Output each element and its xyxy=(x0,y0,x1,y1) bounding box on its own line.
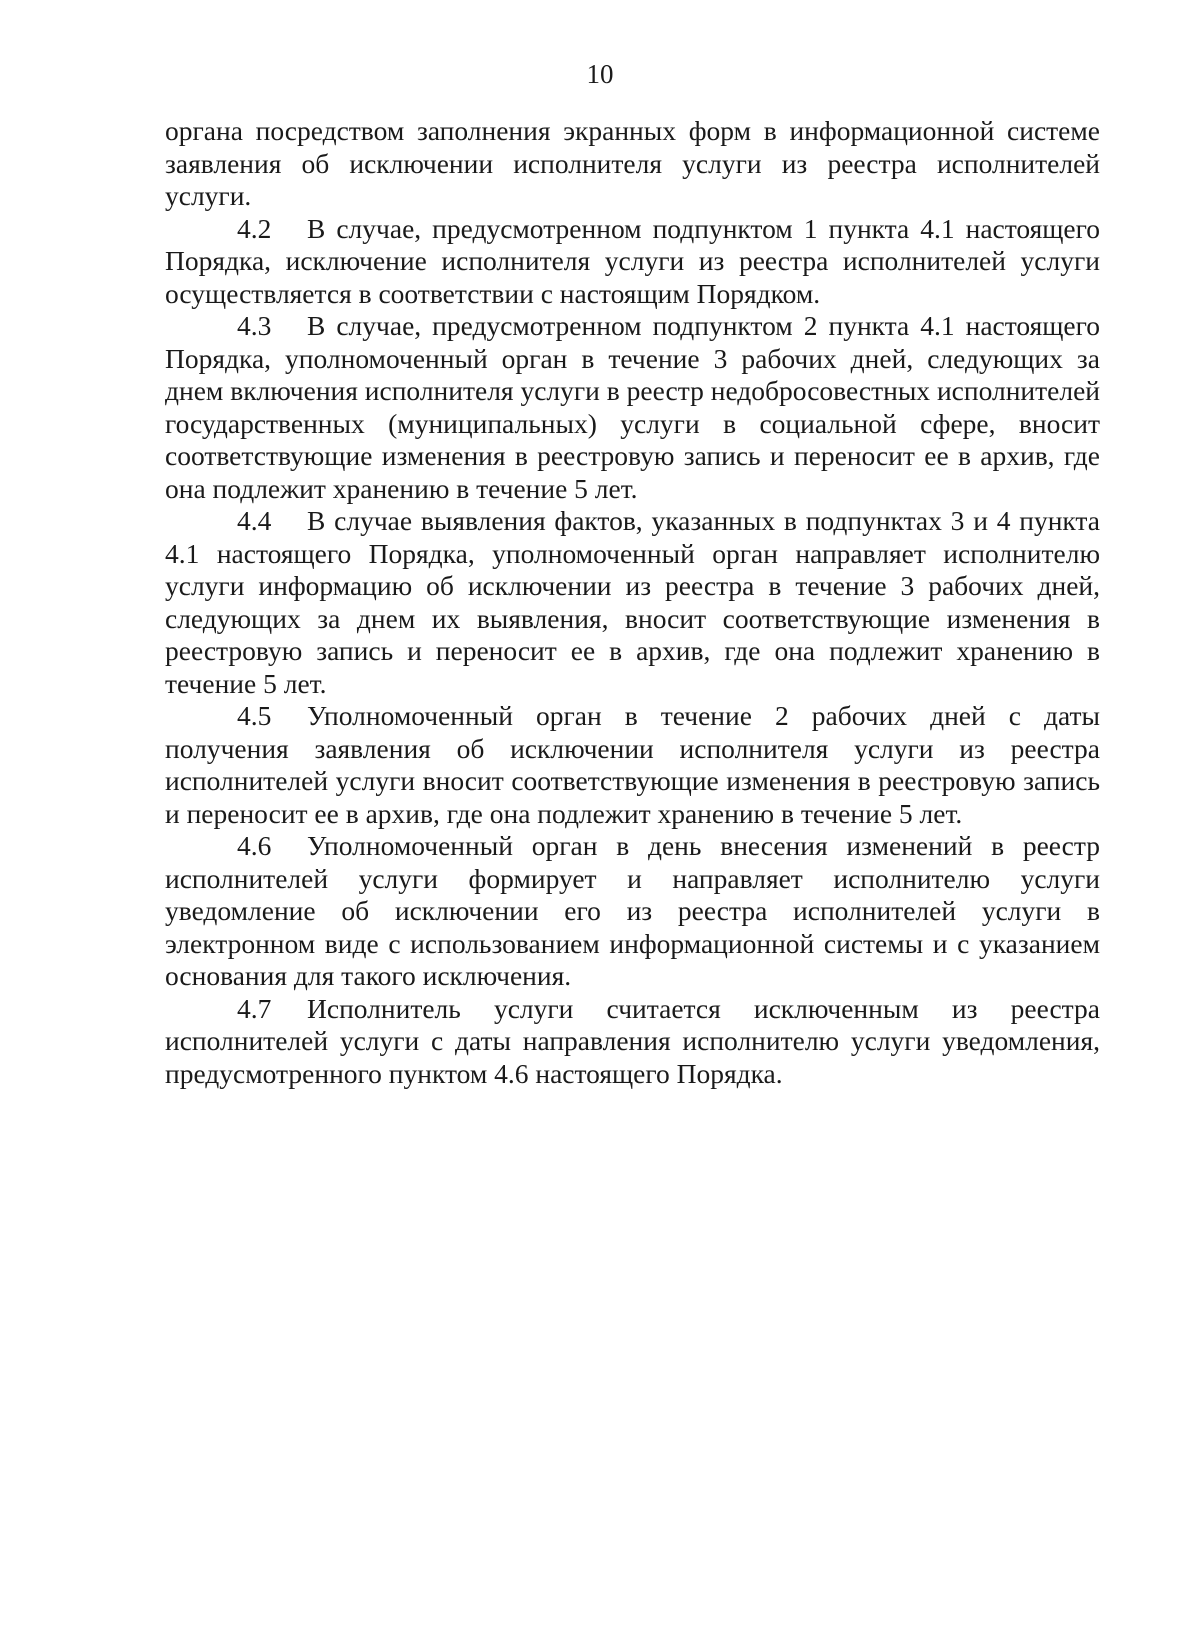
paragraph-text: В случае выявления фактов, указанных в подпунктах 3 и 4 пункта 4.1 настоящего Порядка, уполномоченный орган направляет исполнителю услуги информацию об исключении из реестра в течение 3 рабочих дней, следующих за днем их выявления, вносит соответствующие изменения в реестровую запись и переносит ее в архив, где она подлежит хранению в течение 5 лет. xyxy=(165,505,1100,699)
paragraph-4-7 xyxy=(165,993,1100,1091)
paragraph-text: органа посредством заполнения экранных форм в информационной системе заявления об исключении исполнителя услуги из реестра исполнителей услуги. xyxy=(165,115,1100,211)
paragraph-4-4 xyxy=(165,505,1100,700)
paragraph-number: 4.7 xyxy=(237,992,272,1024)
paragraph-number: 4.6 xyxy=(237,830,272,861)
paragraph-text: Исполнитель услуги считается исключенным из реестра исполнителей услуги с даты направления исполнителю услуги уведомления, предусмотренного пунктом 4.6 настоящего Порядка. xyxy=(165,992,1100,1089)
paragraph-number: 4.5 xyxy=(237,700,272,731)
page-number: 10 xyxy=(586,59,614,89)
paragraph-4-6 xyxy=(165,830,1100,993)
paragraph-4-2 xyxy=(165,213,1100,311)
paragraph-text: Уполномоченный орган в течение 2 рабочих дней с даты получения заявления об исключении исполнителя услуги из реестра исполнителей услуги вносит соответствующие изменения в реестровую запись и переносит ее в архив, где она подлежит хранению в течение 5 лет. xyxy=(165,700,1100,829)
document-body xyxy=(165,115,1100,1090)
paragraph-continuation xyxy=(165,115,1100,213)
paragraph-number: 4.2 xyxy=(237,212,272,244)
paragraph-number: 4.3 xyxy=(237,310,272,341)
paragraph-4-5 xyxy=(165,700,1100,830)
paragraph-text: В случае, предусмотренном подпунктом 1 пункта 4.1 настоящего Порядка, исключение исполнителя услуги из реестра исполнителей услуги осуществляется в соответствии с настоящим Порядком. xyxy=(165,212,1100,309)
paragraph-4-3 xyxy=(165,310,1100,505)
paragraph-text: В случае, предусмотренном подпунктом 2 пункта 4.1 настоящего Порядка, уполномоченный орган в течение 3 рабочих дней, следующих за днем включения исполнителя услуги в реестр недобросовестных исполнителей государственных (муниципальных) услуги в социальной сфере, вносит соответствующие изменения в реестровую запись и переносит ее в архив, где она подлежит хранению в течение 5 лет. xyxy=(165,310,1100,504)
paragraph-text: Уполномоченный орган в день внесения изменений в реестр исполнителей услуги формирует и направляет исполнителю услуги уведомление об исключении его из реестра исполнителей услуги в электронном виде с использованием информационной системы и с указанием основания для такого исключения. xyxy=(165,830,1100,991)
paragraph-number: 4.4 xyxy=(237,505,272,536)
